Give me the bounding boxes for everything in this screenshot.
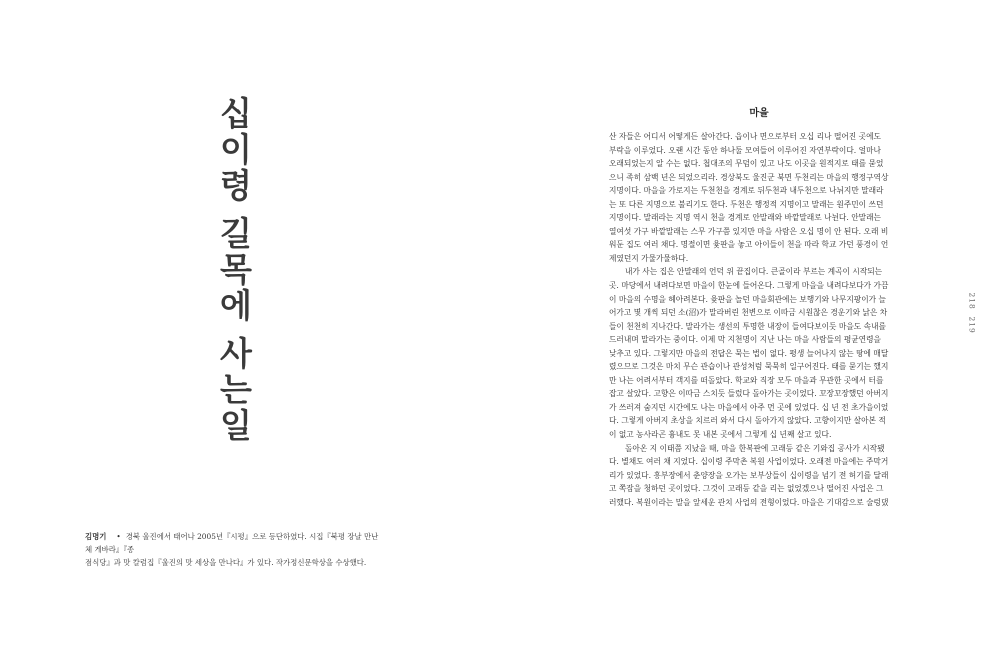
body-text (609, 130, 909, 509)
section-heading: 마을 (749, 108, 769, 119)
page-number-left: 218 (967, 292, 977, 310)
body-line: 가 쓰러져 숨지던 시간에도 나는 마을에서 아주 먼 곳에 있었다. 십 년 전 초가을이었 (609, 402, 889, 412)
body-line: 다. 별채도 여러 채 지었다. 십이령 주막촌 복원 사업이었다. 오래전 마을에는 주막거 (609, 457, 889, 467)
title-char: 목 (220, 250, 252, 289)
body-line: 러했다. 복원이라는 말을 앞세운 관치 사업의 전형이었다. 마을은 기대감으로 술렁댔 (609, 497, 889, 507)
body-line: 산 자들은 어디서 어떻게든 살아간다. 읍이나 면으로부터 오십 리나 떨어진 곳에도 (609, 132, 881, 141)
body-line: 부락을 이루었다. 오랜 시간 동안 하나둘 모여들어 이루어진 자연부락이다. 얼마나 (609, 145, 881, 155)
title-char: 길 (220, 214, 252, 253)
author-note-line-1 (85, 530, 385, 556)
page-number-right: 219 (967, 316, 977, 334)
vertical-title (212, 96, 260, 444)
author-note (85, 530, 385, 569)
body-line: 지명이다. 말래라는 지명 역시 천을 경계로 안말래와 바깥말래로 나뉜다. 안말래는 (609, 213, 881, 223)
body-line: 드러내며 말라가는 중이다. 이제 막 지천명이 지난 나는 마을 사람들의 평균연령을 (609, 335, 881, 345)
body-line: 이 없고 농사라곤 흉내도 못 내본 곳에서 그렇게 십 년째 살고 있다. (609, 430, 832, 440)
body-line: 다. 그렇게 아버지 초상을 치르러 와서 다시 돌아가지 않았다. 고향이지만 살아본 적 (609, 416, 886, 426)
body-line: 만 나는 어려서부터 객지를 떠돌았다. 학교와 직장 모두 마을과 무관한 곳에서 터를 (609, 375, 884, 385)
title-char: 에 (220, 286, 252, 325)
body-line: 오래되었는지 알 수는 없다. 첩대조의 무덤이 있고 나도 이곳을 원적지로 태를 묻었 (609, 159, 884, 169)
body-line: 워둔 집도 여러 채다. 명절이면 윷판을 놓고 아이들이 천을 따라 학교 가던 풍경이 언 (609, 240, 889, 250)
body-line: 이 마을의 수명을 헤아려본다. 윷판을 놀던 마을회관에는 보행기와 나무지팡이가 늘 (609, 294, 886, 304)
body-line: 돌아온 지 이태쯤 지났을 때, 마을 한복판에 고래등 같은 기와집 공사가 시작됐 (625, 443, 885, 453)
body-line: 지명이다. 마을을 가로지는 두천천을 경계로 뒤두천과 내두천으로 나뉘지만 말래라 (609, 186, 884, 196)
title-char: 이 (220, 130, 252, 169)
body-line: 들이 천천히 지나간다. 말라가는 생선의 투명한 내장이 들여다보이듯 마을도 속내를 (609, 321, 886, 331)
author-name: 김명기 (85, 532, 107, 541)
body-line: 낮추고 있다. 그렇지만 마을의 전답은 묵는 법이 없다. 평생 늘어나지 않는 땅에 매달 (609, 348, 889, 358)
body-line: 리가 있었다. 흥부장에서 춘양장을 오가는 보부상들이 십이령을 넘기 전 허기를 달래 (609, 470, 889, 480)
title-char: 십 (220, 94, 252, 133)
title-char: 사 (220, 334, 252, 373)
author-bio-line-1: 경북 울진에서 태어나 2005년『시평』으로 등단하였다. 시집『북평 장날 만난 체 게바라』『종 (85, 532, 379, 554)
title-char: 령 (220, 166, 252, 205)
author-bio-line-2: 점식당』과 맛 칼럼집『울진의 맛 세상을 만나다』가 있다. 작가정신문학상을 수상했다. (85, 558, 367, 567)
body-line: 제였던지 가물가물하다. (609, 253, 689, 263)
author-separator: • (116, 532, 121, 541)
body-line: 열여섯 가구 바깥말래는 스무 가구쯤 있지만 마을 사람은 오십 명이 안 된다. 오래 비 (609, 226, 889, 236)
body-line: 으니 족히 삼백 년은 되었으리라. 경상북도 울진군 북면 두천리는 마을의 행정구역상 (609, 172, 889, 182)
body-line: 는 또 다른 지명으로 불리기도 한다. 두천은 행정적 지명이고 말래는 원주민이 쓰던 (609, 199, 884, 209)
body-line: 어가고 몇 개씩 되던 소(沼)가 말라버린 천변으로 이따금 시원찮은 경운기와 낡은 차 (609, 308, 888, 318)
body-line: 내가 사는 집은 안말래의 언덕 위 끝집이다. 큰골이라 부르는 계곡이 시작되는 (625, 267, 883, 277)
title-char: 는 (220, 370, 252, 409)
body-line: 곳. 마당에서 내려다보면 마을이 한눈에 들어온다. 그렇게 마을을 내려다보다가 가끔 (609, 281, 889, 291)
body-line: 고 쪽잠을 청하던 곳이었다. 그것이 고래등 같을 리는 없었겠으나 떨어진 사업은 그 (609, 484, 884, 494)
title-char: 일 (220, 406, 252, 445)
body-line: 잡고 살았다. 고향은 이따금 스치듯 들렀다 돌아가는 곳이었다. 꼬장꼬장했던 아버지 (609, 389, 889, 399)
body-line: 렸으므로 그것은 마치 무슨 관습이나 관성처럼 묵묵히 일구어진다. 태를 묻기는 했지 (609, 362, 889, 372)
